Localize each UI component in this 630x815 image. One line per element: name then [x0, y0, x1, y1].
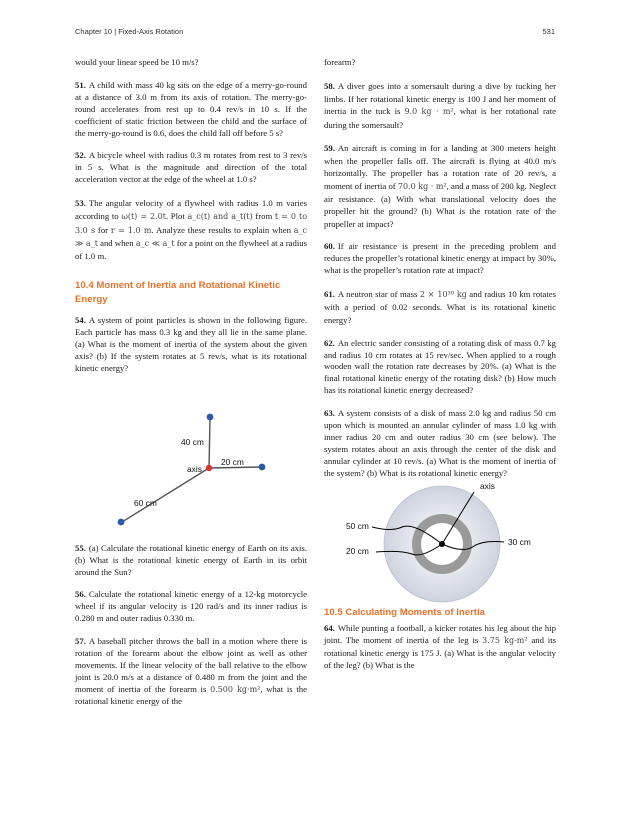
- axis-point: [206, 465, 212, 471]
- problem-text: An aircraft is coming in for a landing at 300 meters height when the propeller falls off. The aircraft is flying at 40.0 m/s horizontally. The propeller has a rotation rate of 20 rev/s, a moment of inertia of: [324, 143, 556, 191]
- problem-text: , what is the rotational kinetic energy of the: [75, 683, 307, 706]
- math-expression: a_c ≫ a_t: [75, 225, 308, 248]
- label-axis: axis: [187, 463, 202, 474]
- math-expression: a_c(t) and a_t(t): [187, 212, 253, 222]
- label-60cm: 60 cm: [134, 497, 157, 508]
- problem-54: [75, 315, 307, 375]
- label-30cm: 30 cm: [508, 536, 531, 547]
- problem-61: [324, 288, 556, 327]
- problem-number: 62.: [324, 337, 335, 348]
- continued-text: would your linear speed be 10 m/s?: [75, 57, 199, 67]
- problem-63: [324, 408, 556, 479]
- label-axis: axis: [480, 481, 495, 491]
- math-expression: 70.0 kg · m²: [397, 181, 447, 191]
- problem-62: [324, 338, 556, 398]
- problem-number: 58.: [324, 80, 335, 91]
- math-expression: 9.0 kg · m²: [404, 107, 454, 117]
- problem-56: [75, 589, 307, 625]
- rod-60cm: [122, 468, 209, 522]
- math-expression: 0.500 kg·m²: [210, 684, 261, 694]
- problem-number: 55.: [75, 542, 86, 553]
- problem-text: and radius 10 km rotates with a period of 0.02 seconds. What is its rotational kinetic energy?: [324, 288, 556, 326]
- math-expression: 3.75 kg-m²: [482, 635, 528, 645]
- problem-number: 60.: [324, 241, 335, 252]
- math-expression: 2 × 10³⁰ kg: [419, 289, 467, 299]
- problem-number: 51.: [75, 79, 86, 90]
- problem-text: An electric sander consisting of a rotating disk of mass 0.7 kg and radius 10 cm rotates at 15 rev/sec. When applied to a rough wooden wall the rotation rate decreases by 20%. (a) What is the final rotational kinetic energy of the rotating disk? (b) How much has its rotational kinetic energy decreased?: [324, 337, 556, 396]
- page-number: 531: [542, 27, 555, 36]
- problem-58: [324, 80, 556, 131]
- problem-text: Calculate the rotational kinetic energy of a 12-kg motorcycle wheel if its angular velocity is 120 rad/s and its inner radius is 0.280 m and outer radius 0.330 m.: [75, 589, 307, 624]
- particle-lower-left: [118, 518, 125, 525]
- particle-right: [259, 463, 266, 470]
- problem-text: and its rotational kinetic energy is 175 J. (a) What is the angular velocity of the leg? (b) What is the: [324, 634, 557, 671]
- problem-text: A diver goes into a somersault during a dive by tucking her limbs. If her rotational kinetic energy is 100 J and her moment of inertia in the tuck is: [324, 80, 556, 117]
- problem-text: A neutron star of mass: [337, 288, 418, 299]
- problem-number: 56.: [75, 589, 86, 600]
- section-heading-10-5: 10.5 Calculating Moments of Inertia: [324, 606, 485, 618]
- problem-text: While punting a football, a kicker rotates his leg about the hip joint. The moment of inertia of the leg is: [324, 622, 556, 645]
- math-expression: ω(t) = 2.0t: [121, 212, 166, 222]
- problem-text: A baseball pitcher throws the ball in a motion where there is rotation of the forearm about the elbow joint as well as other movements. If the linear velocity of the ball relative to the elbow joint is 20.0 m/s at a distance of 0.480 m from the joint and the moment of inertia of the forearm is: [75, 636, 307, 694]
- problem-52: [75, 150, 307, 186]
- problem-text: A child with mass 40 kg sits on the edge of a merry-go-round at a distance of 3.0 m from its axis of rotation. The merry-go-round accelerates from rest up to 0.4 rev/s in 10 s. If the coefficient of static friction between the child and the surface of the merry-go-round is 0.6, does the child fall off before 5 s?: [75, 79, 307, 138]
- problem-number: 54.: [75, 315, 86, 326]
- rod-20cm: [209, 467, 261, 468]
- label-20cm: 20 cm: [221, 456, 244, 467]
- label-20cm: 20 cm: [346, 545, 369, 556]
- problem-60: [324, 241, 556, 277]
- problem-text: If air resistance is present in the preceding problem and reduces the propeller’s rotational kinetic energy at impact by 30%, what is the propeller’s rotation rate at impact?: [324, 241, 556, 275]
- problem-text: , and a mass of 200 kg. Neglect air resistance. (a) With what translational velocity does the propeller hit the ground? (b) What is the rotation rate of the propeller at impact?: [324, 180, 557, 229]
- problem-text: The angular velocity of a flywheel with radius 1.0 m varies according to: [75, 198, 307, 222]
- particle-top: [207, 413, 214, 420]
- problem-text: (a) Calculate the rotational kinetic energy of Earth on its axis. (b) What is the rotational kinetic energy of Earth in its orbit around the Sun?: [75, 542, 307, 577]
- problem-number: 57.: [75, 636, 86, 647]
- problem-number: 52.: [75, 150, 86, 161]
- problem-text: A bicycle wheel with radius 0.3 m rotates from rest to 3 rev/s in 5 s. What is the magnitude and direction of the total acceleration vector at the edge of the wheel at 1.0 s?: [75, 150, 307, 185]
- point-particles-figure: [75, 379, 307, 531]
- problem-55: [75, 543, 307, 579]
- right-column: [324, 57, 556, 682]
- problem-text: for a point on the flywheel at a radius of 1.0 m.: [75, 237, 308, 261]
- problem-text: . Analyze these results to explain when: [151, 224, 291, 235]
- rod-40cm: [209, 419, 210, 468]
- problem-59: [324, 142, 556, 230]
- problem-text: from: [255, 211, 273, 222]
- problem-57: [75, 636, 307, 707]
- problem-51: [75, 80, 307, 140]
- problem-64: [324, 622, 556, 672]
- problem-text: , what is her rotational rate during the somersault?: [324, 106, 557, 130]
- problem-53: [75, 197, 307, 263]
- problem-number: 59.: [324, 143, 335, 154]
- left-column: [75, 57, 307, 719]
- problem-number: 61.: [324, 288, 335, 299]
- problem-text: A system of point particles is shown in the following figure. Each particle has mass 0.3 kg and they all lie in the same plane. (a) What is the moment of inertia of the system about the given axis? (b) If the system rotates at 5 rev/s, what is its rotational kinetic energy?: [75, 315, 307, 373]
- running-header-chapter: Chapter 10 | Fixed-Axis Rotation: [75, 27, 184, 36]
- problem-number: 53.: [75, 198, 86, 209]
- problem-number: 63.: [324, 408, 335, 419]
- math-expression: r = 1.0 m: [110, 225, 152, 235]
- section-heading-10-4: 10.4 Moment of Inertia and Rotational Kinetic Energy: [75, 280, 281, 306]
- math-expression: a_c ≪ a_t: [135, 238, 175, 248]
- problem-number: 64.: [324, 622, 335, 633]
- label-50cm: 50 cm: [346, 520, 369, 531]
- label-40cm: 40 cm: [181, 436, 204, 447]
- math-expression: t = 0 to 3.0 s: [75, 212, 308, 235]
- problem-text: . Plot: [165, 211, 185, 222]
- disk-annulus-figure: [324, 482, 556, 604]
- problem-text: A system consists of a disk of mass 2.0 kg and radius 50 cm upon which is mounted an annular cylinder of mass 1.0 kg with inner radius 20 cm and outer radius 30 cm (see below). The system rotates about an axis through the center of the disk and annular cylinder at 10 rev/s. (a) What is the moment of inertia of the system? (b) What is its rotational kinetic energy?: [324, 408, 556, 478]
- problem-text: for: [97, 224, 109, 235]
- problem-text: and when: [100, 237, 134, 248]
- continued-text: forearm?: [324, 57, 356, 67]
